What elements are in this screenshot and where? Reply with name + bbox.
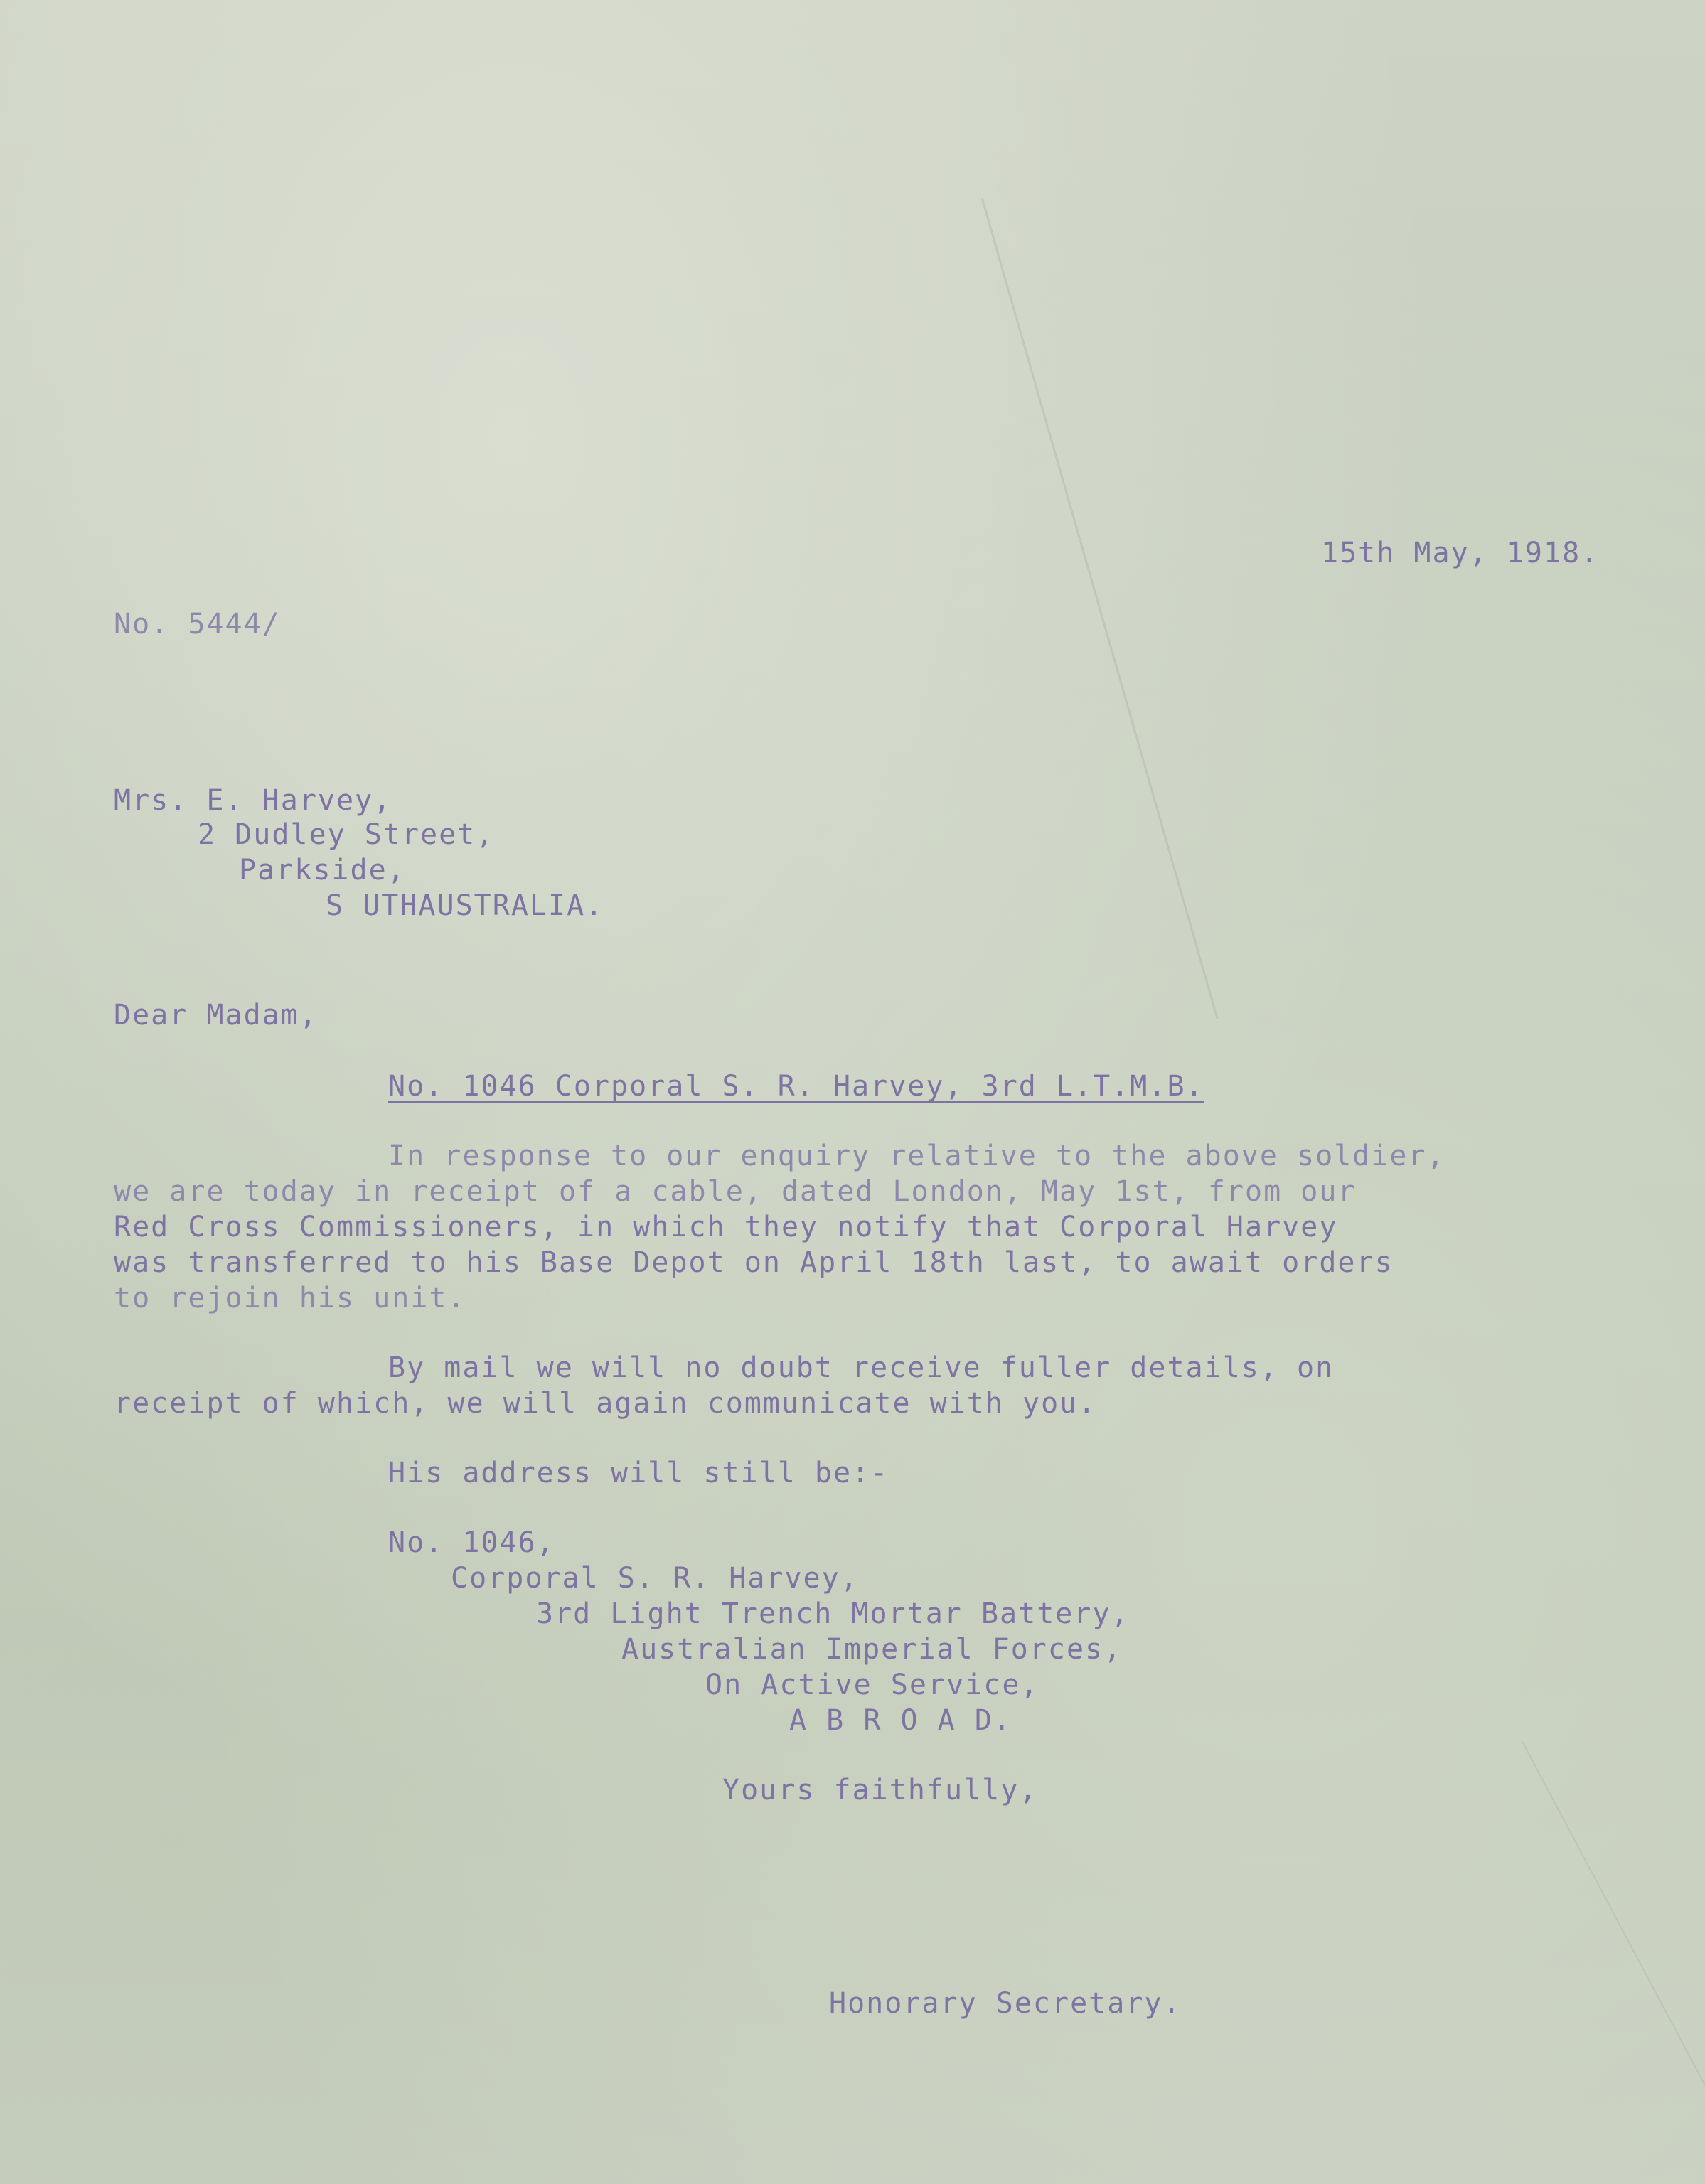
- paragraph2-line: receipt of which, we will again communicate with you.: [114, 1387, 1097, 1420]
- reference-number: No. 5444/: [114, 608, 281, 641]
- paragraph1-line: was transferred to his Base Depot on April 18th last, to await orders: [114, 1246, 1394, 1279]
- salutation: Dear Madam,: [114, 999, 318, 1032]
- paragraph1-line: Red Cross Commissioners, in which they notify that Corporal Harvey: [114, 1211, 1338, 1243]
- addressee-suburb: Parkside,: [239, 854, 406, 887]
- paragraph2-line: By mail we will no doubt receive fuller details, on: [388, 1351, 1335, 1384]
- soldier-address-unit: 3rd Light Trench Mortar Battery,: [536, 1597, 1130, 1630]
- soldier-address-force: Australian Imperial Forces,: [621, 1633, 1123, 1666]
- paragraph1-line: we are today in receipt of a cable, dated London, May 1st, from our: [114, 1175, 1357, 1208]
- letter-date: 15th May, 1918.: [1321, 537, 1600, 569]
- paragraph1-line: In response to our enquiry relative to the above soldier,: [388, 1140, 1445, 1172]
- address-intro: His address will still be:-: [388, 1457, 889, 1489]
- paper-crease: [981, 198, 1219, 1019]
- soldier-address-service: On Active Service,: [705, 1669, 1039, 1701]
- paragraph1-line: to rejoin his unit.: [114, 1282, 466, 1315]
- addressee-street: 2 Dudley Street,: [198, 818, 495, 851]
- soldier-address-location: A B R O A D.: [789, 1704, 1012, 1737]
- closing: Yours faithfully,: [722, 1774, 1038, 1806]
- addressee-state: S UTHAUSTRALIA.: [326, 889, 604, 922]
- paper-crease: [1522, 1741, 1705, 2131]
- soldier-address-number: No. 1046,: [388, 1526, 555, 1559]
- addressee-name: Mrs. E. Harvey,: [114, 784, 392, 817]
- signatory: Honorary Secretary.: [829, 1987, 1182, 2020]
- subject-line: No. 1046 Corporal S. R. Harvey, 3rd L.T.M.B.: [388, 1070, 1204, 1103]
- soldier-address-name: Corporal S. R. Harvey,: [451, 1562, 859, 1595]
